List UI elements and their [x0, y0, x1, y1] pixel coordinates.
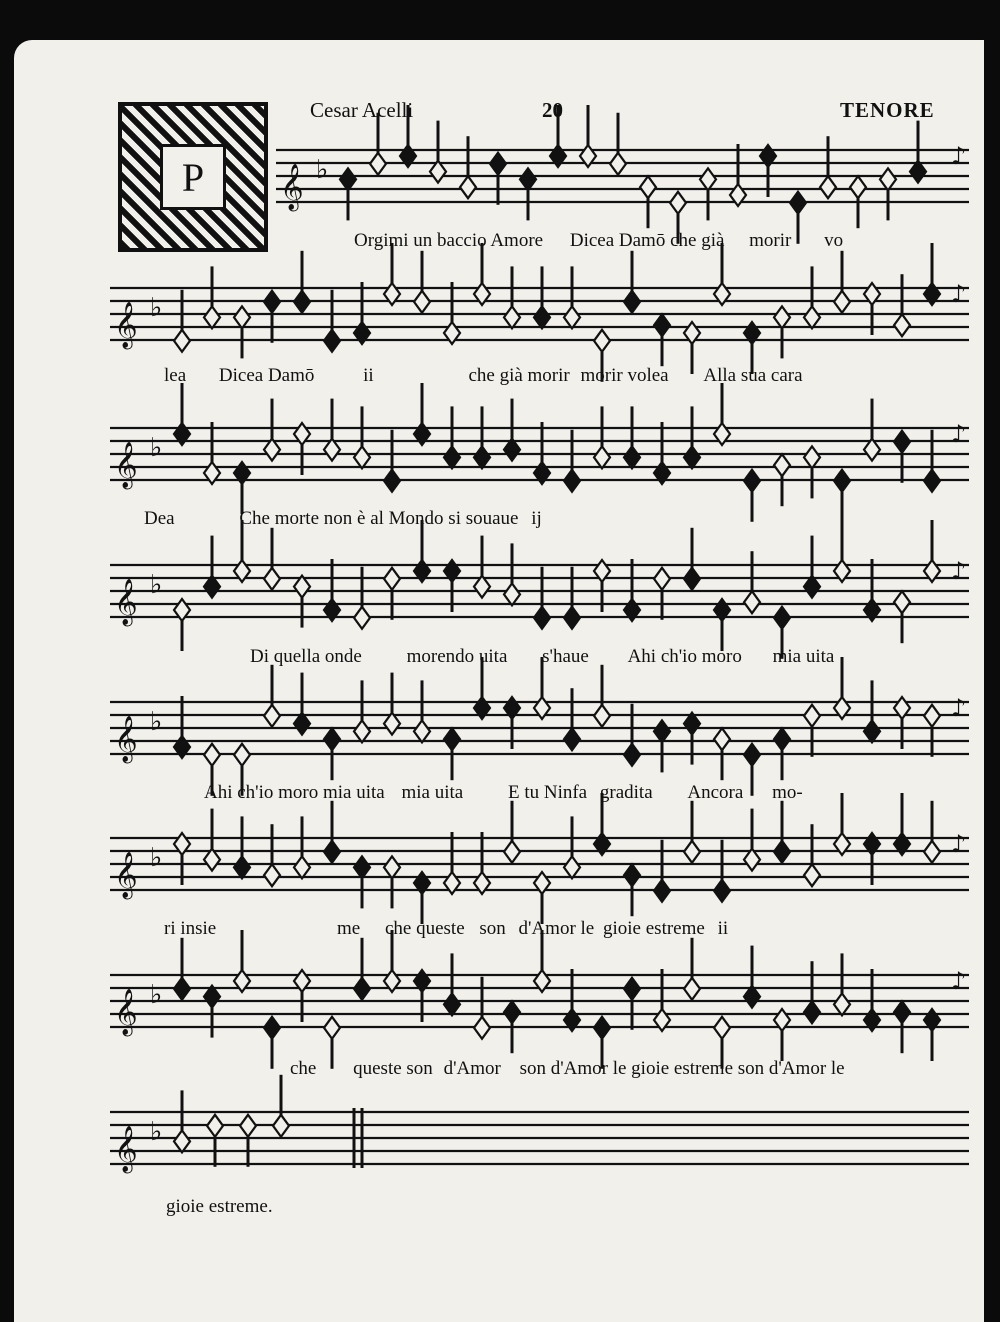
- note-head: [240, 1115, 256, 1137]
- note-head: [924, 705, 940, 727]
- clef-icon: 𝄞: [114, 579, 138, 625]
- note-head: [804, 864, 820, 886]
- lyric-word: Ancora: [687, 782, 744, 803]
- note-head: [564, 607, 580, 629]
- note-head: [594, 1017, 610, 1039]
- note-head: [684, 446, 700, 468]
- note-head: [490, 153, 506, 175]
- note-head: [790, 192, 806, 214]
- note-head: [714, 728, 730, 750]
- note-head: [594, 446, 610, 468]
- note-head: [174, 1130, 190, 1152]
- note-head: [460, 176, 476, 198]
- note-head: [204, 306, 220, 328]
- note-head: [744, 744, 760, 766]
- note-head: [414, 291, 430, 313]
- lyric-word: morendo uita: [406, 646, 508, 667]
- note-head: [774, 607, 790, 629]
- note-head: [850, 176, 866, 198]
- lyric-word: che: [290, 1058, 317, 1079]
- note-head: [894, 431, 910, 453]
- note-head: [880, 168, 896, 190]
- composer-name: Cesar Acelli: [310, 98, 414, 122]
- lyric-word: mia uita: [772, 646, 835, 667]
- note-head: [864, 720, 880, 742]
- lyric-word: s'haue: [542, 646, 589, 667]
- flat-icon: ♭: [150, 433, 163, 463]
- note-head: [564, 856, 580, 878]
- note-head: [894, 314, 910, 336]
- staff: [110, 657, 969, 796]
- note-head: [594, 705, 610, 727]
- note-head: [714, 880, 730, 902]
- note-head: [924, 470, 940, 492]
- note-head: [264, 1017, 280, 1039]
- note-head: [834, 470, 850, 492]
- note-head: [354, 607, 370, 629]
- lyric-word: gioie estreme.: [166, 1196, 273, 1217]
- note-head: [640, 176, 656, 198]
- staff: [110, 930, 969, 1069]
- note-head: [820, 176, 836, 198]
- lyric-word: queste son: [353, 1058, 433, 1079]
- staff: [110, 1075, 969, 1174]
- lyric-line-7: [290, 1058, 845, 1080]
- custos-icon: ♪: [951, 280, 967, 308]
- note-head: [474, 446, 490, 468]
- note-head: [804, 446, 820, 468]
- lyric-word: ri insie: [164, 918, 217, 939]
- lyric-line-6: [164, 918, 728, 940]
- staff: [110, 243, 969, 382]
- note-head: [294, 291, 310, 313]
- lyric-word: me: [337, 918, 361, 939]
- note-head: [273, 1115, 289, 1137]
- lyric-word: d'Amor le: [518, 918, 595, 939]
- lyric-word: morir: [749, 230, 792, 251]
- clef-icon: 𝄞: [114, 989, 138, 1035]
- lyric-word: mia uita: [401, 782, 464, 803]
- note-head: [504, 306, 520, 328]
- clef-icon: 𝄞: [114, 442, 138, 488]
- staff: [110, 383, 969, 522]
- custos-icon: ♪: [951, 420, 967, 448]
- initial-letter: P: [160, 144, 226, 210]
- custos-icon: ♪: [951, 142, 967, 170]
- note-head: [564, 728, 580, 750]
- note-head: [594, 330, 610, 352]
- note-head: [264, 568, 280, 590]
- note-head: [384, 568, 400, 590]
- note-head: [384, 470, 400, 492]
- note-head: [444, 728, 460, 750]
- note-head: [354, 978, 370, 1000]
- lyric-word: Dicea Damō: [218, 365, 315, 386]
- note-head: [654, 720, 670, 742]
- lyric-word: Ahi ch'io moro: [627, 646, 742, 667]
- flat-icon: ♭: [150, 980, 163, 1010]
- lyric-word: gioie estreme: [603, 918, 705, 939]
- note-head: [684, 568, 700, 590]
- note-head: [624, 744, 640, 766]
- note-head: [370, 153, 386, 175]
- note-head: [234, 306, 250, 328]
- note-head: [504, 841, 520, 863]
- note-head: [624, 978, 640, 1000]
- music-page: [14, 40, 984, 1322]
- note-head: [744, 591, 760, 613]
- lyric-word: ii: [717, 918, 729, 939]
- lyric-word: Alla sua cara: [703, 365, 803, 386]
- clef-icon: 𝄞: [114, 1126, 138, 1172]
- note-head: [294, 856, 310, 878]
- note-head: [564, 470, 580, 492]
- note-head: [804, 705, 820, 727]
- note-head: [564, 306, 580, 328]
- lyric-word: E tu Ninfa: [507, 782, 588, 803]
- note-head: [774, 454, 790, 476]
- note-head: [234, 856, 250, 878]
- clef-icon: 𝄞: [280, 164, 304, 210]
- note-head: [894, 591, 910, 613]
- flat-icon: ♭: [150, 570, 163, 600]
- note-head: [414, 720, 430, 742]
- custos-icon: ♪: [951, 830, 967, 858]
- lyric-word: son d'Amor le gioie estreme son d'Amor le: [519, 1058, 845, 1079]
- note-head: [264, 705, 280, 727]
- note-head: [534, 607, 550, 629]
- flat-icon: ♭: [316, 155, 329, 185]
- custos-icon: ♪: [951, 967, 967, 995]
- note-head: [207, 1115, 223, 1137]
- lyric-word: d'Amor: [443, 1058, 501, 1079]
- note-head: [670, 192, 686, 214]
- clef-icon: 𝄞: [114, 852, 138, 898]
- note-head: [700, 168, 716, 190]
- note-head: [264, 864, 280, 886]
- note-head: [834, 291, 850, 313]
- note-head: [804, 306, 820, 328]
- lyric-word: che già morir: [468, 365, 570, 386]
- lyric-word: gradita: [599, 782, 653, 803]
- lyric-word: Dea: [144, 508, 175, 529]
- note-head: [654, 568, 670, 590]
- note-head: [474, 1017, 490, 1039]
- note-head: [654, 314, 670, 336]
- note-head: [444, 446, 460, 468]
- note-head: [174, 978, 190, 1000]
- lyric-word: Ahi ch'io moro mia uita: [204, 782, 385, 803]
- note-head: [504, 1001, 520, 1023]
- lyric-word: son: [479, 918, 506, 939]
- note-head: [804, 1001, 820, 1023]
- custos-icon: ♪: [951, 557, 967, 585]
- note-head: [324, 1017, 340, 1039]
- flat-icon: ♭: [150, 707, 163, 737]
- note-head: [384, 856, 400, 878]
- lyric-line-3: [144, 508, 542, 530]
- note-head: [924, 841, 940, 863]
- note-head: [684, 841, 700, 863]
- note-head: [354, 856, 370, 878]
- page-number: 20: [542, 98, 563, 122]
- lyric-line-8: [166, 1196, 273, 1218]
- note-head: [624, 864, 640, 886]
- note-head: [610, 153, 626, 175]
- note-head: [264, 291, 280, 313]
- note-head: [324, 841, 340, 863]
- note-head: [324, 728, 340, 750]
- custos-icon: ♪: [951, 694, 967, 722]
- note-head: [654, 880, 670, 902]
- lyric-word: mo-: [772, 782, 803, 803]
- lyric-word: morir volea: [580, 365, 669, 386]
- note-head: [520, 168, 536, 190]
- lyric-line-5: [204, 782, 803, 804]
- lyric-word: ii: [363, 365, 374, 386]
- lyric-line-4: [250, 646, 834, 668]
- flat-icon: ♭: [150, 1117, 163, 1147]
- note-head: [324, 330, 340, 352]
- note-head: [834, 993, 850, 1015]
- note-head: [340, 168, 356, 190]
- lyric-line-1: [354, 230, 843, 252]
- staff: [110, 793, 969, 924]
- clef-icon: 𝄞: [114, 716, 138, 762]
- note-head: [624, 446, 640, 468]
- note-head: [774, 841, 790, 863]
- lyric-word: ij: [531, 508, 542, 529]
- lyric-word: Che morte non è al Mondo si souaue: [239, 508, 519, 529]
- lyric-word: Dicea Damō che già: [569, 230, 725, 251]
- staff: [110, 520, 969, 659]
- part-name: TENORE: [840, 98, 935, 122]
- lyric-word: che queste: [384, 918, 465, 939]
- note-head: [894, 1001, 910, 1023]
- note-head: [204, 744, 220, 766]
- flat-icon: ♭: [150, 293, 163, 323]
- staff: [276, 105, 969, 244]
- note-head: [354, 446, 370, 468]
- note-head: [504, 583, 520, 605]
- clef-icon: 𝄞: [114, 302, 138, 348]
- note-head: [744, 470, 760, 492]
- lyric-word: Orgimi un baccio Amore: [354, 230, 544, 251]
- lyric-word: Di quella onde: [250, 646, 362, 667]
- note-head: [444, 993, 460, 1015]
- note-head: [774, 306, 790, 328]
- note-head: [234, 744, 250, 766]
- note-head: [174, 330, 190, 352]
- flat-icon: ♭: [150, 843, 163, 873]
- lyric-word: lea: [164, 365, 187, 386]
- lyric-line-2: [164, 365, 803, 387]
- note-head: [534, 306, 550, 328]
- note-head: [684, 978, 700, 1000]
- note-head: [774, 728, 790, 750]
- lyric-word: vo: [824, 230, 844, 251]
- note-head: [714, 1017, 730, 1039]
- note-head: [354, 720, 370, 742]
- note-head: [624, 291, 640, 313]
